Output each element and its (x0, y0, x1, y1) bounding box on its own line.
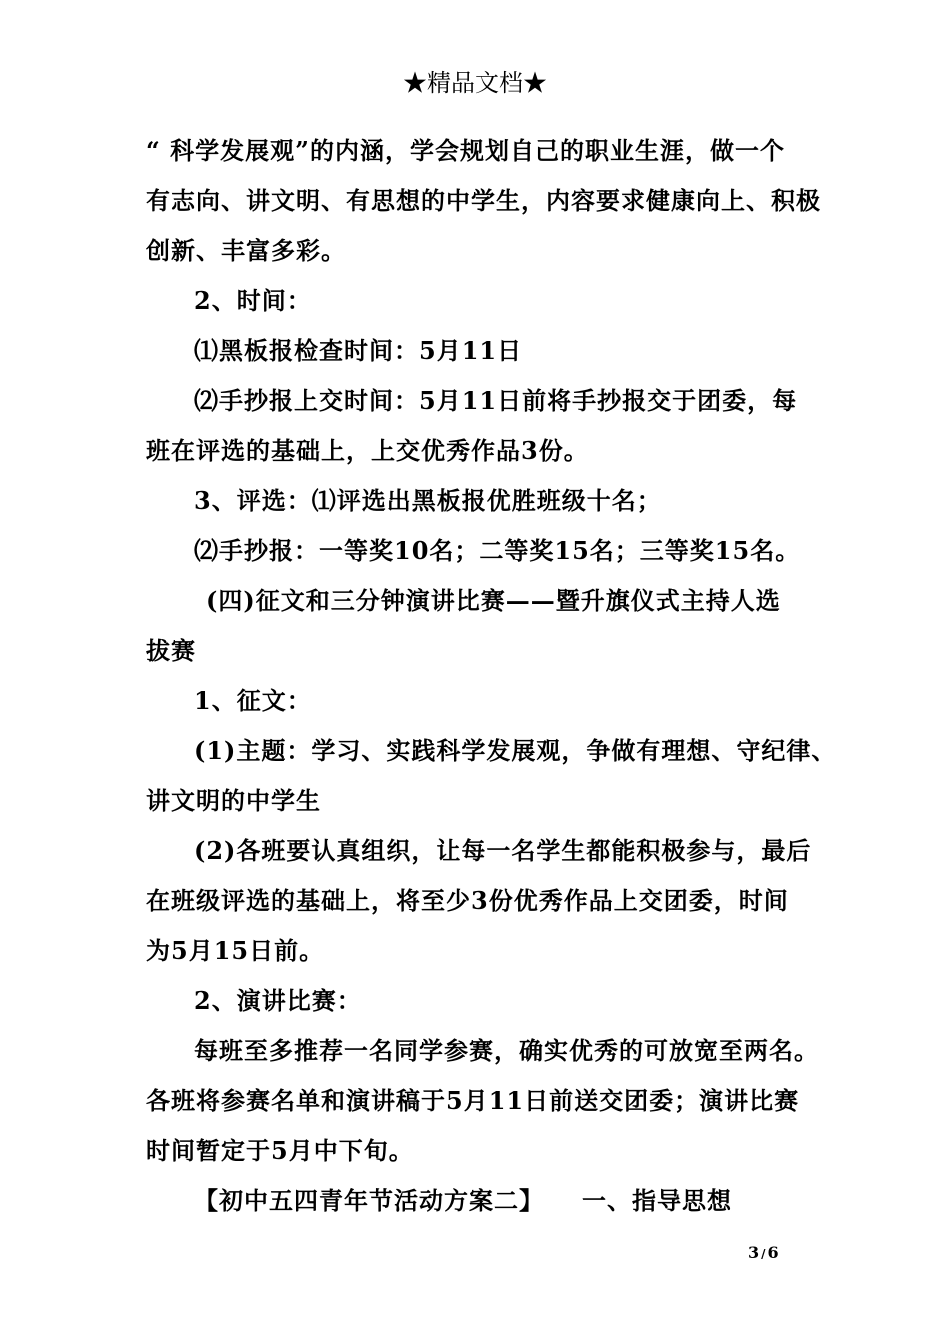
text-line: 为5月15日前。 (146, 936, 325, 965)
document-body (146, 126, 837, 1226)
text-line: 各班将参赛名单和演讲稿于5月11日前送交团委；演讲比赛 (146, 1086, 800, 1115)
section-heading: 2、时间： (194, 286, 312, 315)
text-line: (2)各班要认真组织，让每一名学生都能积极参与，最后 (194, 836, 812, 865)
text-line: 创新、丰富多彩。 (146, 236, 346, 265)
section-heading: 【初中五四青年节活动方案二】 一、指导思想 (194, 1186, 732, 1215)
total-pages: 6 (767, 1243, 779, 1262)
text-line: 班在评选的基础上，上交优秀作品3份。 (146, 436, 589, 465)
text-line: 在班级评选的基础上，将至少3份优秀作品上交团委，时间 (146, 886, 789, 915)
section-heading: 2、演讲比赛： (194, 986, 362, 1015)
text-line: ⑵手抄报上交时间：5月11日前将手抄报交于团委，每 (194, 386, 798, 415)
page-separator: / (761, 1247, 766, 1261)
section-heading: 1、征文： (194, 686, 312, 715)
text-line: 有志向、讲文明、有思想的中学生，内容要求健康向上、积极 (146, 186, 821, 215)
section-heading: 3、评选：⑴评选出黑板报优胜班级十名； (194, 486, 662, 515)
text-line: 每班至多推荐一名同学参赛，确实优秀的可放宽至两名。 (194, 1036, 819, 1065)
text-line: (1)主题：学习、实践科学发展观，争做有理想、守纪律、 (194, 736, 837, 765)
text-line: 拔赛 (146, 636, 196, 665)
text-line: ⑵手抄报：一等奖10名；二等奖15名；三等奖15名。 (194, 536, 801, 565)
document-header: ★精品文档★ (403, 69, 547, 97)
text-line: ⑴黑板报检查时间：5月11日 (194, 336, 523, 365)
text-line: “ 科学发展观”的内涵，学会规划自己的职业生涯，做一个 (146, 136, 785, 165)
page-number (748, 1243, 779, 1262)
current-page: 3 (748, 1243, 760, 1262)
text-line: 时间暂定于5月中下旬。 (146, 1136, 414, 1165)
section-heading: (四)征文和三分钟演讲比赛——暨升旗仪式主持人选 (206, 586, 781, 615)
text-line: 讲文明的中学生 (146, 786, 321, 815)
